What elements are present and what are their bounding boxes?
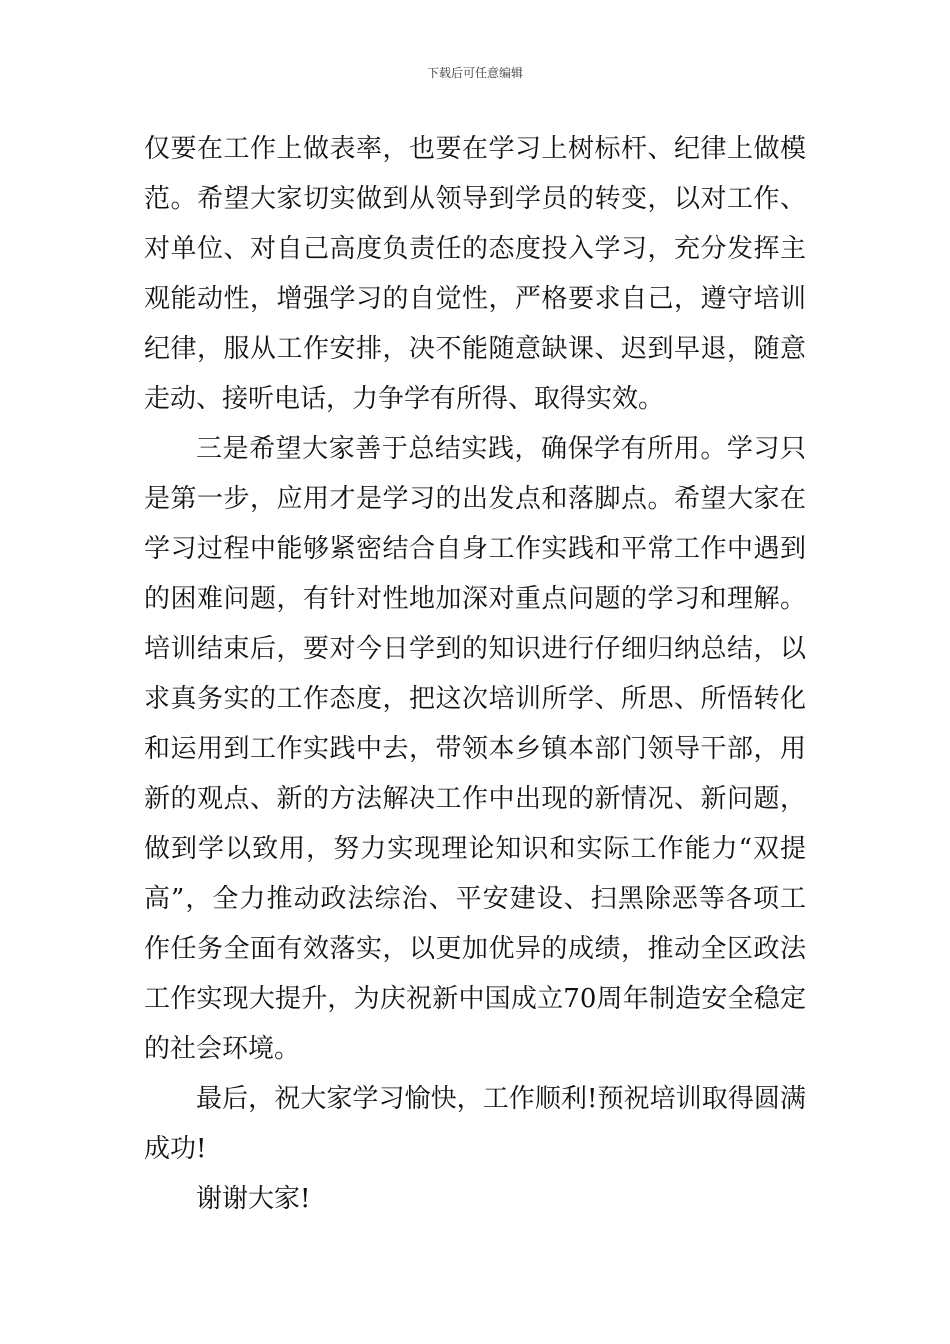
text-line: 观能动性，增强学习的自觉性，严格要求自己，遵守培训 [144,284,806,314]
text-line: 的社会环境。 [144,1034,301,1064]
text-line: 工作实现大提升，为庆祝新中国成立70周年制造安全稳定 [144,984,806,1014]
text-line: 求真务实的工作态度，把这次培训所学、所思、所悟转化 [144,684,806,714]
text-line: 对单位、对自己高度负责任的态度投入学习，充分发挥主 [144,234,806,264]
text-line: 最后，祝大家学习愉快，工作顺利!预祝培训取得圆满 [196,1084,806,1114]
text-line: 培训结束后，要对今日学到的知识进行仔细归纳总结，以 [144,634,806,664]
text-line: 的困难问题，有针对性地加深对重点问题的学习和理解。 [144,584,806,614]
text-line: 是第一步，应用才是学习的出发点和落脚点。希望大家在 [144,484,806,514]
text-line: 高”，全力推动政法综治、平安建设、扫黑除恶等各项工 [144,884,806,914]
page-header: 下载后可任意编辑 [426,66,523,80]
paragraph [144,1074,806,1174]
document-body [144,124,806,1224]
text-line: 范。希望大家切实做到从领导到学员的转变，以对工作、 [144,184,806,214]
text-line: 学习过程中能够紧密结合自身工作实践和平常工作中遇到 [144,534,806,564]
text-line: 成功! [144,1134,207,1164]
text-line: 新的观点、新的方法解决工作中出现的新情况、新问题， [144,784,806,814]
text-line: 谢谢大家! [196,1184,311,1214]
text-line: 作任务全面有效落实，以更加优异的成绩，推动全区政法 [144,934,806,964]
paragraph [144,124,806,424]
text-line: 走动、接听电话，力争学有所得、取得实效。 [144,384,665,414]
paragraph [144,424,806,1074]
text-line: 三是希望大家善于总结实践，确保学有所用。学习只 [196,434,806,464]
text-line: 仅要在工作上做表率，也要在学习上树标杆、纪律上做模 [144,134,806,164]
text-line: 和运用到工作实践中去，带领本乡镇本部门领导干部，用 [144,734,806,764]
text-line: 纪律，服从工作安排，决不能随意缺课、迟到早退，随意 [144,334,806,364]
paragraph [144,1174,806,1224]
text-line: 做到学以致用，努力实现理论知识和实际工作能力“双提 [144,834,806,864]
